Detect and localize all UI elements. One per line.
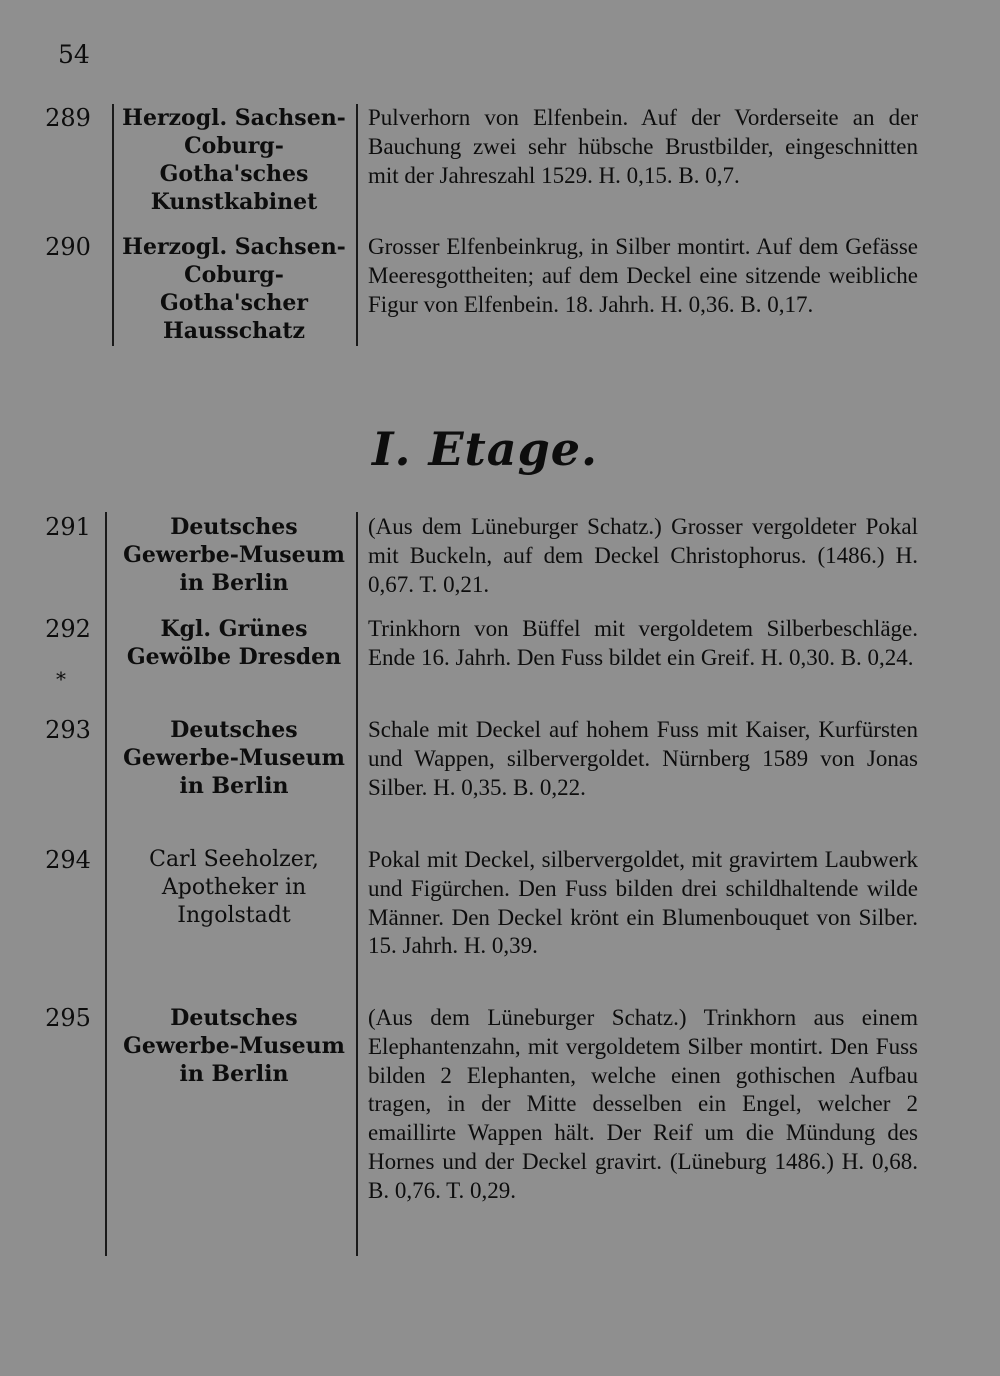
column-rule	[356, 512, 358, 1256]
entry-owner: Kgl. Grünes Gewölbe Dresden	[126, 616, 342, 670]
entry-description: Pulverhorn von Elfenbein. Auf der Vorderseite an der Bauchung zwei sehr hübsche Brustbilder, eingeschnitten mit der Jahreszahl 1529. H. 0,15. B. 0,7.	[368, 105, 918, 188]
entry-description: (Aus dem Lüneburger Schatz.) Grosser vergoldeter Pokal mit Buckeln, auf dem Deckel Christophorus. (1486.) H. 0,67. T. 0,21.	[368, 514, 918, 597]
entry-description: (Aus dem Lüneburger Schatz.) Trinkhorn aus einem Elephantenzahn, mit vergoldetem Silber montirt. Den Fuss bilden 2 Elephanten, welche einen gothischen Aufbau tragen, in der Mitte desselben ein Engel, welcher 2 emaillirte Wappen hält. Der Reif um die Mündung des Hornes und der Deckel gravirt. (Lüneburg 1486.) H. 0,68. B. 0,76. T. 0,29.	[368, 1005, 918, 1203]
column-rule	[356, 104, 358, 346]
column-rule	[105, 512, 107, 1256]
entry-marker: *	[56, 667, 66, 691]
entry-description: Schale mit Deckel auf hohem Fuss mit Kaiser, Kurfürsten und Wappen, silbervergoldet. Nürnberg 1589 von Jonas Silber. H. 0,35. B. 0,22.	[368, 717, 918, 800]
column-rule	[112, 104, 114, 346]
section-title: I. Etage.	[371, 422, 599, 476]
entry-owner: Herzogl. Sachsen-Coburg-Gotha'sches Kunstkabinet	[122, 105, 346, 215]
entry-number: 291	[45, 513, 91, 541]
entry-number: 292	[45, 615, 91, 643]
entry-owner: Deutsches Gewerbe-Museum in Berlin	[123, 1005, 345, 1087]
page-number: 54	[58, 40, 90, 69]
entry-owner: Carl Seeholzer, Apotheker in Ingolstadt	[149, 847, 319, 928]
entry-owner: Deutsches Gewerbe-Museum in Berlin	[123, 717, 345, 799]
entry-number: 294	[45, 846, 91, 874]
entry-number: 289	[45, 104, 91, 132]
entry-owner: Herzogl. Sachsen-Coburg-Gotha'scher Hausschatz	[122, 234, 346, 344]
entry-number: 290	[45, 233, 91, 261]
entry-description: Grosser Elfenbeinkrug, in Silber montirt. Auf dem Gefässe Meeresgottheiten; auf dem Deckel eine sitzende weibliche Figur von Elfenbein. 18. Jahrh. H. 0,36. B. 0,17.	[368, 234, 918, 317]
entry-description: Pokal mit Deckel, silbervergoldet, mit gravirtem Laubwerk und Figürchen. Den Fuss bilden drei schildhaltende wilde Männer. Den Deckel krönt ein Blumenbouquet von Silber. 15. Jahrh. H. 0,39.	[368, 847, 918, 959]
entry-number: 295	[45, 1004, 91, 1032]
entry-number: 293	[45, 716, 91, 744]
entry-description: Trinkhorn von Büffel mit vergoldetem Silberbeschläge. Ende 16. Jahrh. Den Fuss bildet ein Greif. H. 0,30. B. 0,24.	[368, 616, 918, 670]
entry-owner: Deutsches Gewerbe-Museum in Berlin	[123, 514, 345, 596]
